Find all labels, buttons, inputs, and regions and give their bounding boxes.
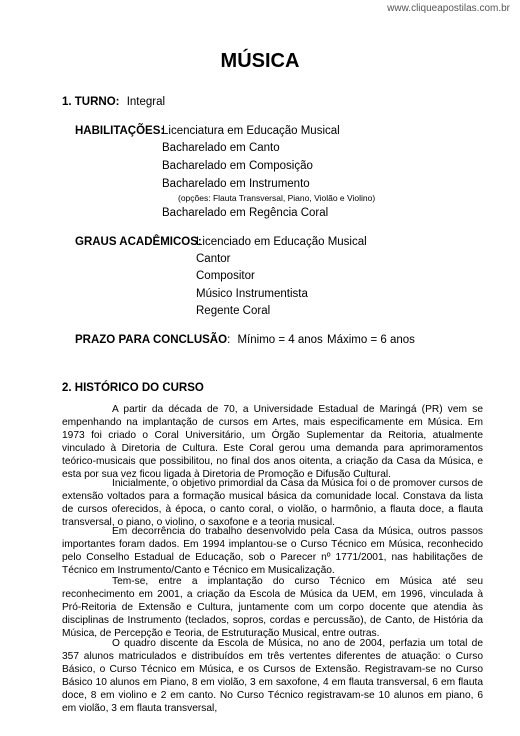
prazo-max: Máximo = 6 anos	[327, 334, 415, 346]
prazo-colon: :	[227, 334, 231, 346]
page-title: MÚSICA	[220, 50, 300, 72]
prazo-label: PRAZO PARA CONCLUSÃO	[75, 334, 228, 346]
grau-item: Músico Instrumentista	[196, 288, 308, 300]
historico-paragraph: O quadro discente da Escola de Música, no ano de 2004, perfazia um total de 357 alunos matriculados e distribuídos em três vertentes diferentes de atuação: o Curso Básico, o Curso Técnico em Música, e os Cursos de Extensão. Registravam-se no Curso Básico 10 alunos em Piano, 8 em violão, 3 em saxofone, 4 em flauta transversal, 6 em flauta doce, 8 em violino e 2 em canto. No Curso Técnico registravam-se 10 alunos em piano, 6 em violão, 3 em flauta transversal,	[62, 638, 483, 714]
turno-label: 1. TURNO:	[62, 96, 120, 108]
turno-row	[62, 95, 165, 109]
habilitacoes-label: HABILITAÇÕES:	[75, 125, 165, 137]
habilitacao-item: Bacharelado em Canto	[162, 142, 280, 154]
graus-label: GRAUS ACADÊMICOS:	[75, 236, 202, 248]
grau-item: Compositor	[196, 270, 255, 282]
historico-paragraph: Em decorrência do trabalho desenvolvido pela Casa da Música, outros passos importantes foram dados. Em 1994 implantou-se o Curso Técnico em Música, reconhecido pelo Conselho Estadual de Educação, sob o Parecer nº 1771/2001, nas habilitações de Técnico em Instrumento/Canto e Técnico em Musicalização.	[62, 526, 483, 576]
habilitacao-item: Bacharelado em Composição	[162, 160, 313, 172]
historico-paragraph: A partir da década de 70, a Universidade Estadual de Maringá (PR) vem se empenhando na implantação de cursos em Artes, mais especificamente em Música. Em 1973 foi criado o Coral Universitário, um Órgão Suplementar da Reitoria, atualmente vinculado à Diretoria de Cultura. Este Coral gerou uma demanda para aprimoramentos teórico-musicais que possibilitou, no final dos anos oitenta, a criação da Casa da Música, e esta por sua vez ficou ligada à Diretoria de Promoção e Difusão Cultural.	[62, 404, 483, 480]
historico-paragraph: Tem-se, entre a implantação do curso Técnico em Música até seu reconhecimento em 2001, a criação da Escola de Música da UEM, em 1996, vinculada à Pró-Reitoria de Extensão e Cultura, juntamente com um corpo docente que atendia às disciplinas de Instrumento (teclados, sopros, cordas e percussão), de Canto, de História da Música, de Percepção e Teoria, de Estruturação Musical, entre outras.	[62, 576, 483, 639]
habilitacao-item: Bacharelado em Instrumento	[162, 178, 310, 190]
habilitacao-item: Bacharelado em Regência Coral	[162, 207, 329, 219]
watermark-url: www.cliqueapostilas.com.br	[387, 3, 510, 14]
habilitacao-item: Licenciatura em Educação Musical	[162, 125, 340, 137]
habilitacao-options-note: (opções: Flauta Transversal, Piano, Violão e Violino)	[178, 193, 376, 203]
turno-value: Integral	[126, 96, 166, 108]
historico-paragraph: Inicialmente, o objetivo primordial da Casa da Música foi o de promover cursos de extensão voltados para a formação musical básica da comunidade local. Constava da lista de cursos oferecidos, à época, o canto coral, o violão, o harmônio, a flauta doce, a flauta transversal, o piano, o violino, o saxofone e a teoria musical.	[62, 478, 483, 528]
historico-heading: 2. HISTÓRICO DO CURSO	[62, 382, 204, 394]
prazo-min: Mínimo = 4 anos	[237, 334, 323, 346]
grau-item: Licenciado em Educação Musical	[196, 236, 367, 248]
grau-item: Cantor	[196, 253, 231, 265]
prazo-row	[75, 333, 323, 347]
grau-item: Regente Coral	[196, 305, 271, 317]
